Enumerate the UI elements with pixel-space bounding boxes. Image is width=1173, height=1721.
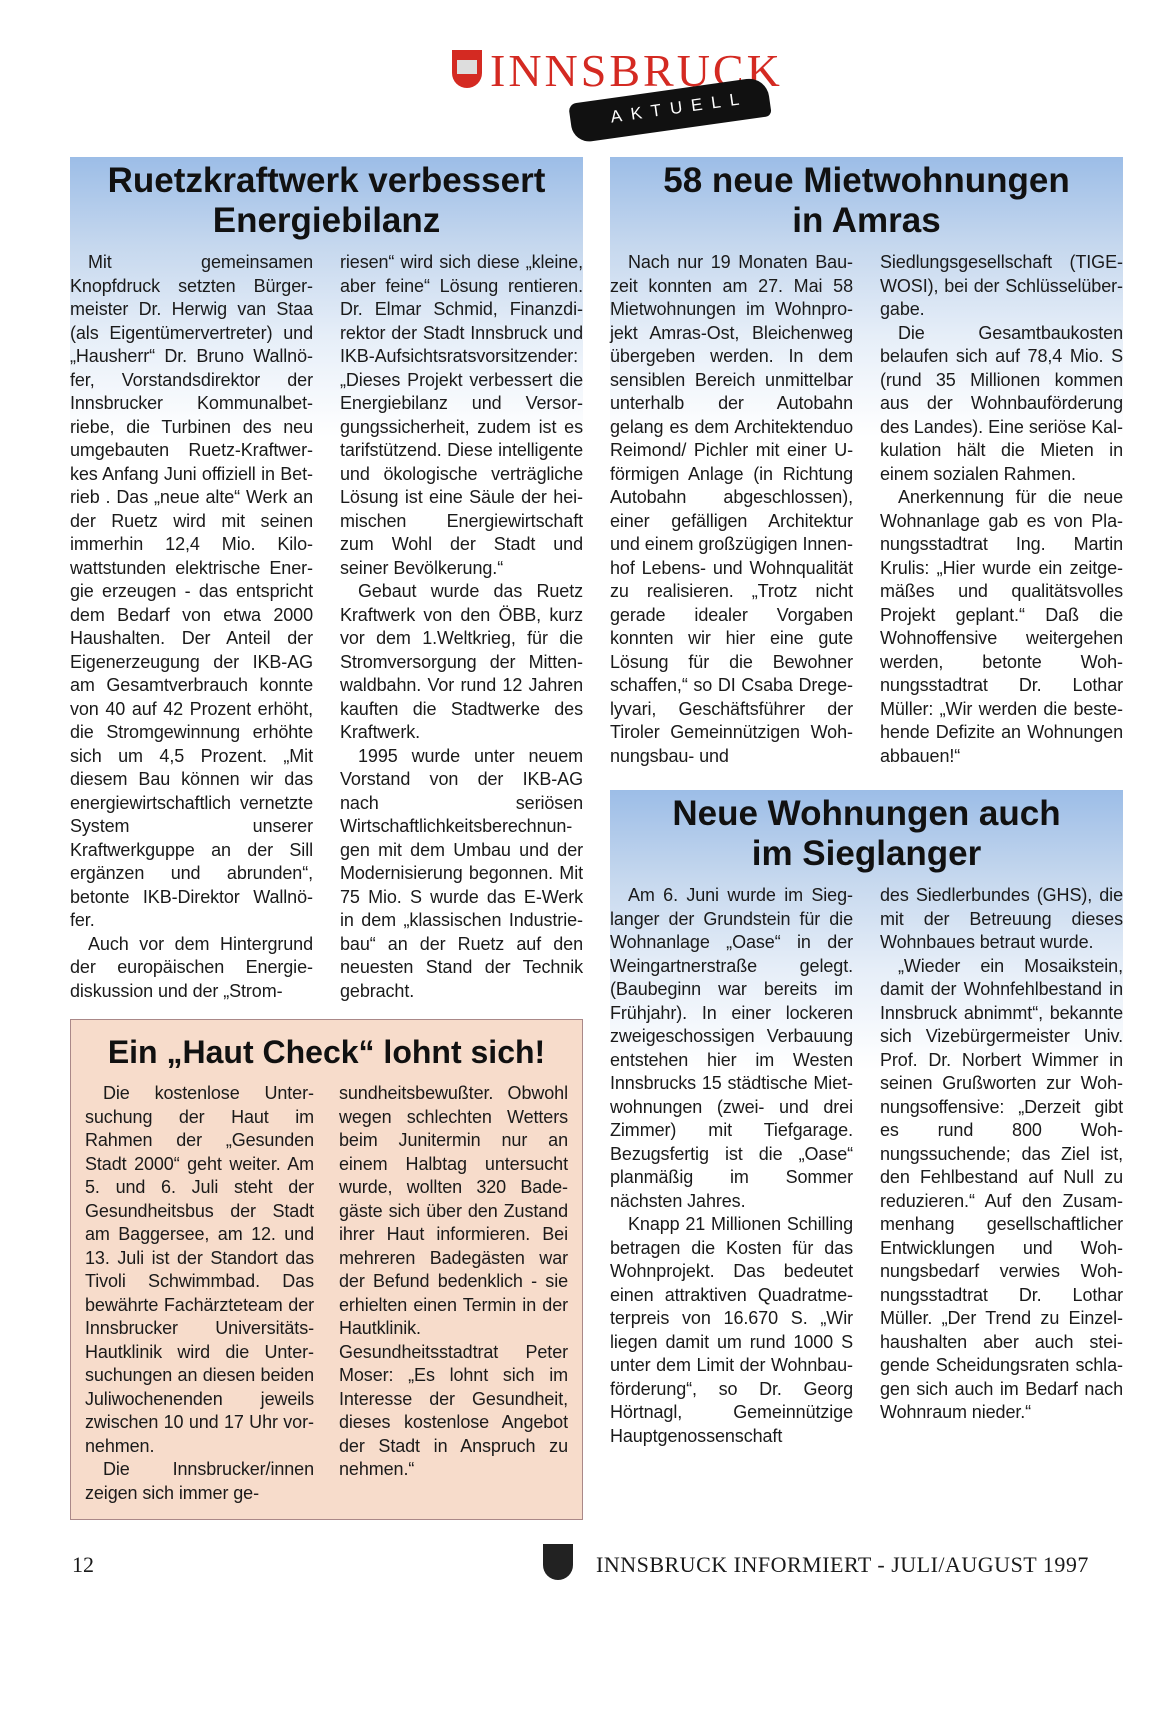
headline-line: in Amras <box>792 201 941 240</box>
paragraph: Die kostenlose Untersuchung der Haut im Rahmen der „Gesunden Stadt 2000“ geht weiter. Am 5. und 6. Juli steht der Gesundheitsbus der Stadt am Baggersee, am 12. und 13. Juli ist der Standort das Tivoli Schwimmbad. Das bewährte Fachärzteteam der Innsbrucker Universitäts-Hautklinik wird die Untersuchungen an diesen beiden Juliwochenenden jeweils zwischen 10 und 17 Uhr vornehmen. <box>85 1083 314 1456</box>
paragraph: Knapp 21 Millionen Schilling betragen die Kosten für das Wohnprojekt. Das bedeutet einen attraktiven Quadratmeterpreis von 16.670 S. „Wir liegen damit um rund 1000 S unter dem Limit der Wohnbauförderung“, so Dr. Georg Hörtnagl, Gemeinnützige Hauptgenossenschaft <box>610 1214 853 1446</box>
paragraph: „Wieder ein Mosaikstein, damit der Wohnfehlbestand in Innsbruck abnimmt“, bekannte sich Vizebürgermeister Univ. Prof. Dr. Norbert Wimmer in seinen Grußworten zur Wohnungsoffensive: „Derzeit gibt es rund 800 Wohnungssuchende; das Ziel ist, den Fehlbestand auf Null zu reduzieren.“ Auf den Zusammenhang gesellschaftlicher Entwicklungen und Wohnungsbedarf verwies Wohnungsstadtrat Dr. Lothar Müller. „Der Trend zu Einzelhaushalten aber auch steigende Scheidungsraten schlagen sich auch im Bedarf nach Wohnraum nieder.“ <box>880 955 1123 1422</box>
headline <box>610 157 1123 251</box>
innsbruck-crest-icon <box>543 1544 573 1580</box>
right-side <box>610 157 1123 1448</box>
paragraph: Nach nur 19 Monaten Bauzeit konnten am 27. Mai 58 Mietwohnungen im Wohnprojekt Amras-Ost, Bleichenweg übergeben werden. In dem sensiblen Bereich unmittelbar unterhalb der Autobahn gelang es dem Architektenduo Reimond/ Pichler mit einer U-förmigen Anlage (in Richtung Autobahn abgeschlossen), einer gefälligen Architektur und einem großzügigen Innenhof Lebens- und Wohnqualität zu realisieren. „Trotz nicht gerade idealer Vorgaben konnten wir hier eine gute Lösung für die Bewohner schaffen,“ so DI Csaba Dregelyvari, Geschäftsführer der Tiroler Gemeinnützigen Wohnungsbau- und <box>610 252 853 766</box>
paragraph: Am 6. Juni wurde im Sieglanger der Grundstein für die Wohnanlage „Oase“ in der Weingartnerstraße gelegt. (Baubeginn war bereits im Frühjahr). In einer lockeren zweigeschossigen Verbauung entstehen hier im Westen Innsbrucks 15 städtische Mietwohnungen (zwei- und drei Zimmer) mit Tiefgarage. Bezugsfertig ist die „Oase“ planmäßig im Sommer nächsten Jahres. <box>610 885 853 1211</box>
paragraph: riesen“ wird sich diese „kleine, aber feine“ Lösung rentieren. Dr. Elmar Schmid, Finanzdirektor der Stadt Innsbruck und IKB-Aufsichtsratsvorsitzender: „Dieses Projekt verbessert die Energiebilanz und Versorgungssicherheit, zudem ist es tarifstützend. Diese intelligente und ökologische verträgliche Lösung ist eine Säule der heimischen Energiewirtschaft zum Wohl der Stadt und seiner Bevölkerung.“ <box>340 252 583 578</box>
article-column <box>70 251 313 1003</box>
headline-line: Neue Wohnungen auch <box>672 794 1061 833</box>
article-column <box>85 1082 314 1505</box>
footer <box>0 1544 1173 1604</box>
paragraph: sundheitsbewußter. Obwohl wegen schlechten Wetters beim Junitermin nur an einem Halbtag untersucht wurde, wollten 320 Badegäste sich über den Zustand ihrer Haut informieren. Bei mehreren Badegästen war der Befund bedenklich - sie erhielten einen Termin in der Hautklinik. Gesundheitsstadtrat Peter Moser: „Es lohnt sich im Interesse der Gesundheit, dieses kostenlose Angebot der Stadt in Anspruch zu nehmen.“ <box>339 1083 568 1479</box>
paragraph: Die Innsbrucker/innen zeigen sich immer ge- <box>85 1459 314 1503</box>
article-column <box>610 251 853 768</box>
left-side <box>70 157 583 1520</box>
page-number: 12 <box>72 1552 94 1577</box>
article-column <box>880 251 1123 768</box>
headline <box>610 790 1123 884</box>
article-column <box>339 1082 568 1482</box>
article-amras <box>610 157 1123 768</box>
article-haut-check-box <box>70 1019 583 1520</box>
masthead-brand: INNSBRUCK <box>490 45 783 96</box>
paragraph: Die Gesamtbaukosten belaufen sich auf 78,4 Mio. S (rund 35 Millionen kommen aus der Wohnbauförderung des Landes). Eine seriöse Kalkulation hält die Mieten in einem sozialen Rahmen. <box>880 322 1123 484</box>
paragraph: Mit gemeinsamen Knopfdruck setzten Bürgermeister Dr. Herwig van Staa (als Eigentümervertreter) und „Hausherr“ Dr. Bruno Wallnöfer, Vorstandsdirektor der Innsbrucker Kommunalbetriebe, die Turbinen des neu umgebauten Ruetz-Kraftwerkes Anfang Juni offiziell in Betrieb . Das „neue alte“ Werk an der Ruetz wird mit seinen immerhin 12,4 Mio. Kilowattstunden elektrische Energie erzeugen - das entspricht dem Bedarf von etwa 2000 Haushalten. Der Anteil der Eigenerzeugung der IKB-AG am Gesamtverbrauch konnte von 40 auf 42 Prozent erhöht, die Stromgewinnung erhöhte sich um 4,5 Prozent. „Mit diesem Bau können wir das energiewirtschaftlich vernetzte System unserer Kraftwerkguppe an der Sill ergänzen und abrunden“, betonte IKB-Direktor Wallnöfer. <box>70 252 313 930</box>
paragraph: Anerkennung für die neue Wohnanlage gab es von Planungsstadtrat Ing. Martin Krulis: „Hier wurde ein zeitgemäßes und qualitätsvolles Projekt geplant.“ Daß die Wohnoffensive weitergehen werden, betonte Wohnungsstadtrat Dr. Lothar Müller: „Wir werden die bestehende Defizite an Wohnungen abbauen!“ <box>880 487 1123 766</box>
article-column <box>610 884 853 1448</box>
headline-line: im Sieglanger <box>751 834 982 873</box>
publication-title: INNSBRUCK INFORMIERT - JULI/AUGUST 1997 <box>596 1552 1089 1577</box>
article-columns <box>610 251 1123 768</box>
paragraph: Siedlungsgesellschaft (TIGEWOSI), bei der Schlüsselübergabe. <box>880 252 1123 319</box>
article-sieglanger <box>610 790 1123 1448</box>
innsbruck-crest-icon <box>452 50 482 88</box>
masthead-tag: AKTUELL <box>609 88 750 127</box>
article-ruetzkraftwerk <box>70 157 583 1003</box>
article-column <box>880 884 1123 1425</box>
article-column <box>340 251 583 1003</box>
masthead <box>450 0 783 140</box>
article-columns <box>85 1082 568 1505</box>
article-columns <box>70 251 583 1003</box>
headline-line: Energiebilanz <box>212 201 441 240</box>
headline: Ein „Haut Check“ lohnt sich! <box>107 1034 546 1070</box>
paragraph: 1995 wurde unter neuem Vorstand von der IKB-AG nach seriösen Wirtschaftlichkeitsberechnungen mit dem Umbau und der Modernisierung begonnen. Mit 75 Mio. S wurde das E-Werk in dem „klassischen Industriebau“ an der Ruetz auf den neuesten Stand der Technik gebracht. <box>340 745 583 1001</box>
article-columns <box>610 884 1123 1448</box>
headline-line: Ruetzkraftwerk verbessert <box>107 161 546 200</box>
headline <box>70 157 583 251</box>
paragraph: Gebaut wurde das Ruetz Kraftwerk von den ÖBB, kurz vor dem 1.Weltkrieg, für die Stromversorgung der Mittenwaldbahn. Vor rund 12 Jahren kauften die Stadtwerke des Kraftwerk. <box>340 581 583 742</box>
paragraph: des Siedlerbundes (GHS), die mit der Betreuung dieses Wohnbaues betraut wurde. <box>880 885 1123 952</box>
headline-line: 58 neue Mietwohnungen <box>663 161 1070 200</box>
paragraph: Auch vor dem Hintergrund der europäischen Energiediskussion und der „Strom- <box>70 933 313 1001</box>
page-body <box>70 157 1123 1520</box>
